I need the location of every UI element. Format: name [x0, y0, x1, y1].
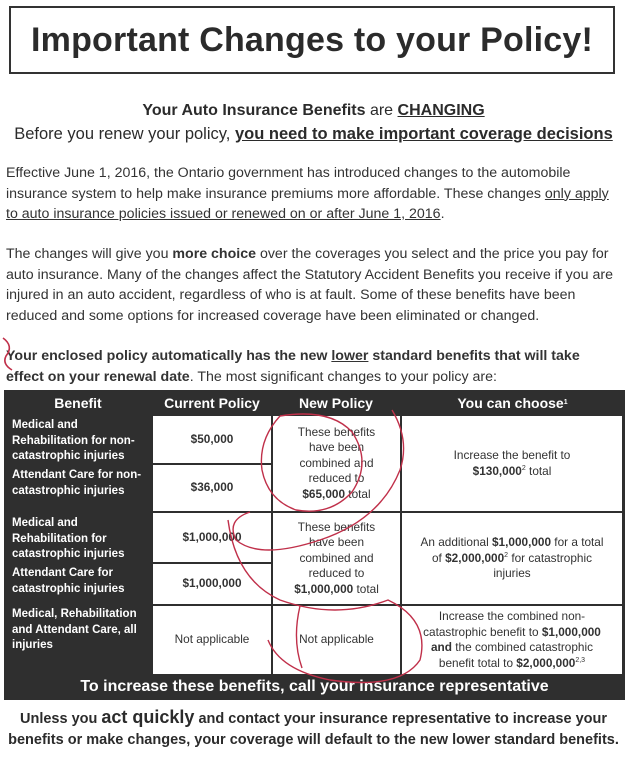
p3-d: . The most significant changes to your policy are: [189, 368, 497, 385]
paragraph-effective-date [6, 163, 618, 225]
choose-g1-c: total [525, 463, 552, 478]
choose-g2-d: $2,000,000 [445, 550, 505, 565]
closing-c: and contact your insurance representative to increase your benefits or make changes, your coverage will default to the new lower standard benefits. [8, 711, 619, 748]
p2-a: The changes will give you [6, 246, 173, 262]
new-policy-group-1 [273, 416, 400, 511]
p3-a: Your enclosed policy automatically has the new [6, 348, 332, 364]
benefit-row-1: Medical and Rehabilitation for non-catastrophic injuries [12, 419, 135, 462]
current-row-2 [153, 465, 271, 511]
benefit-row-4: Attendant Care for catastrophic injuries [12, 567, 125, 595]
choose-g2-e: for catastrophic injuries [493, 550, 592, 581]
p3-c: standard benefits that will take effect on your renewal date [6, 348, 580, 385]
current-row-4-value: $1,000,000 [182, 576, 242, 591]
header-new-policy: New Policy [299, 395, 373, 411]
paragraph-more-choice [6, 244, 618, 326]
subtitle-line1 [0, 102, 627, 120]
subtitle-are: are [369, 102, 394, 119]
closing-act-quickly: act quickly [101, 707, 195, 727]
benefits-table [4, 390, 625, 700]
paragraph-enclosed-policy [6, 346, 618, 387]
choose-g2-b: $1,000,000 [491, 535, 552, 550]
p1-b: only apply to auto insurance policies issued or renewed on or after June 1, 2016 [6, 185, 609, 222]
choose-r5-b: $1,000,000 [541, 624, 601, 639]
header-current-policy: Current Policy [164, 395, 260, 411]
choose-g2-sup: 2 [504, 551, 509, 559]
choose-row-5 [402, 606, 622, 674]
current-row-3 [153, 513, 271, 562]
current-row-4 [153, 564, 271, 604]
p1-a: Effective June 1, 2016, the Ontario government has introduced changes to the automobile insurance system to help make insurance premiums more affordable. These changes [6, 165, 571, 202]
choose-group-2 [402, 513, 622, 604]
new-g2-b: $1,000,000 [294, 581, 354, 596]
subtitle-line2-a: Before you renew your policy, [14, 125, 235, 143]
new-g2-c: total [353, 581, 379, 596]
choose-r5-a: Increase the combined non-catastrophic benefit to [423, 609, 586, 639]
choose-r5-d: and [431, 640, 452, 654]
choose-g1-sup: 2 [521, 464, 526, 472]
closing-message [0, 707, 627, 751]
new-row-5-value: Not applicable [299, 632, 374, 647]
new-g1-a: These benefits have been combined and reduced to [297, 424, 376, 486]
new-g1-b: $65,000 [302, 486, 346, 501]
header-you-can-choose: You can choose 1 [457, 395, 568, 411]
choose-r5-f: $2,000,000 [516, 655, 576, 670]
new-g1-c: total [345, 486, 371, 501]
benefit-row-3: Medical and Rehabilitation for catastrophic injuries [12, 517, 125, 560]
benefit-row-2: Attendant Care for non-catastrophic injuries [12, 469, 142, 497]
table-footer-call-representative: To increase these benefits, call your insurance representative [80, 678, 549, 695]
current-row-1 [153, 416, 271, 463]
p3-b: lower [331, 348, 369, 364]
title-box [9, 6, 615, 74]
current-row-1-value: $50,000 [190, 431, 234, 446]
page-title: Important Changes to your Policy! [31, 20, 593, 59]
header-benefit: Benefit [54, 395, 102, 411]
changing-text: CHANGING [397, 102, 485, 119]
choose-g1-a: Increase the benefit to [453, 448, 571, 462]
choose-g2-c: for a total of [431, 535, 604, 565]
current-row-5 [153, 606, 271, 674]
header-choose-text: You can choose [457, 395, 564, 411]
choose-g1-b: $130,000 [472, 463, 522, 478]
p2-b: more choice [172, 246, 256, 262]
choose-r5-sup: 2,3 [575, 656, 586, 664]
choose-r5-e: the combined catastrophic benefit total to [438, 640, 593, 670]
p1-c: . [440, 206, 445, 222]
benefit-row-5: Medical, Rehabilitation and Attendant Care, all injuries [12, 608, 137, 651]
new-policy-group-2 [273, 513, 400, 604]
current-row-2-value: $36,000 [190, 480, 234, 495]
closing-a: Unless you [19, 711, 102, 727]
choose-group-1 [402, 416, 622, 511]
choose-g2-a: An additional [420, 535, 492, 550]
current-row-5-value: Not applicable [174, 632, 250, 647]
current-row-3-value: $1,000,000 [182, 529, 242, 544]
subtitle-line2 [0, 125, 627, 144]
new-g2-a: These benefits have been combined and reduced to [297, 519, 376, 581]
subtitle-text: Your Auto Insurance Benefits [142, 102, 370, 119]
p2-c: over the coverages you select and the price you pay for auto insurance. Many of the changes affect the Statutory Accident Benefits you receive if you are injured in an auto accident, regardless of who is at fault. Some of these benefits have been reduced and some options for increased coverage have been eliminated or changed. [6, 246, 614, 324]
new-policy-row-5 [273, 606, 400, 674]
coverage-decisions-text: you need to make important coverage decisions [234, 125, 613, 143]
